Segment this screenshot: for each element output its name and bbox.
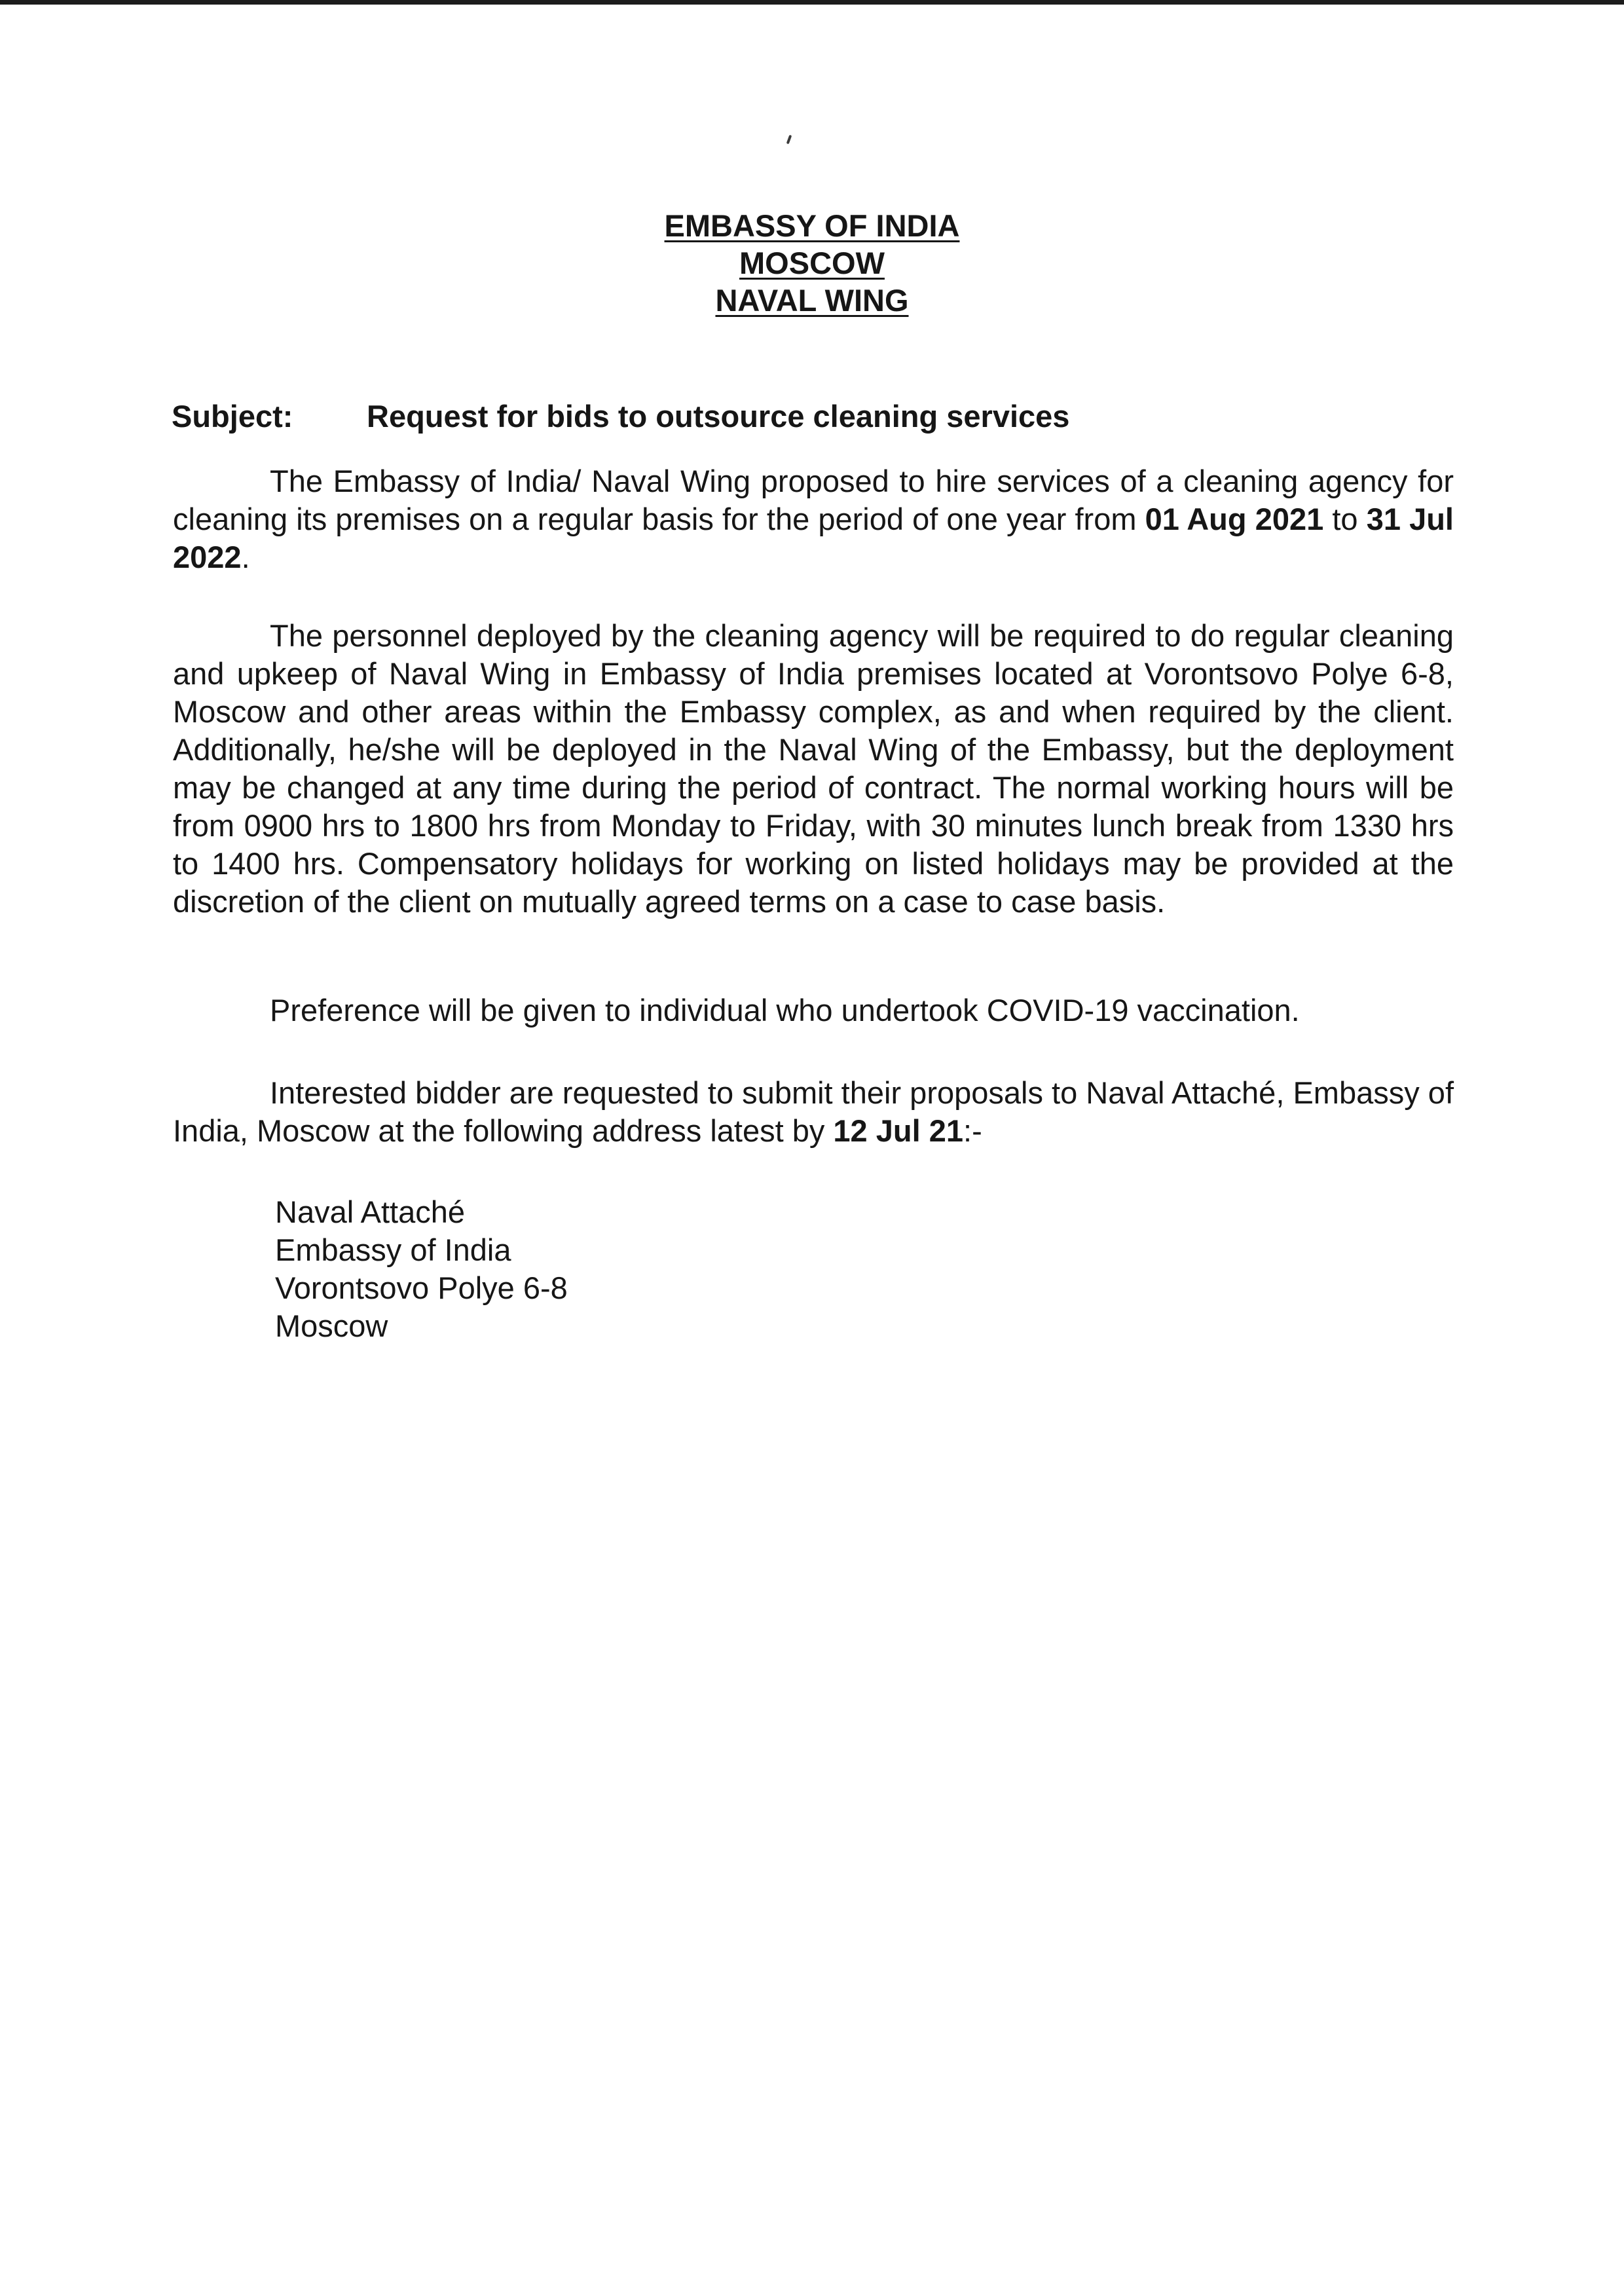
header-embassy: EMBASSY OF INDIA xyxy=(664,208,960,243)
paragraph4-text-b: :- xyxy=(963,1113,982,1148)
subject-text: Request for bids to outsource cleaning services xyxy=(367,399,1070,434)
paragraph-preference: Preference will be given to individual who undertook COVID-19 vaccination. xyxy=(270,993,1300,1028)
paragraph-duties: The personnel deployed by the cleaning agency will be required to do regular cleaning and upkeep of Naval Wing in Embassy of India premises located at Vorontsovo Polye 6-8, Moscow and other areas within the Embassy complex, as and when required by the client. Additionally, he/she will be deployed in the Naval Wing of the Embassy, but the deployment may be changed at any time during the period of contract. The normal working hours will be from 0900 hrs to 1800 hrs from Monday to Friday, with 30 minutes lunch break from 1330 hrs to 1400 hrs. Compensatory holidays for working on listed holidays may be provided at the discretion of the client on mutually agreed terms on a case to case basis. xyxy=(173,618,1454,919)
header-city: MOSCOW xyxy=(739,246,885,280)
address-block xyxy=(275,1193,568,1345)
letterhead xyxy=(0,207,1624,319)
paragraph4-text-a: Interested bidder are requested to submit their proposals to Naval Attaché, Embassy of India, Moscow at the following address latest by xyxy=(173,1075,1454,1148)
address-line-4: Moscow xyxy=(275,1308,388,1343)
header-wing: NAVAL WING xyxy=(715,283,909,318)
paragraph1-text-a: The Embassy of India/ Naval Wing proposed to hire services of a cleaning agency for cleaning its premises on a regular basis for the period of one year from xyxy=(173,464,1454,536)
pen-tick-mark xyxy=(786,135,792,145)
date-to: 31 Jul 2022 xyxy=(173,502,1454,574)
subject-line xyxy=(172,398,1069,434)
address-line-2: Embassy of India xyxy=(275,1232,511,1267)
paragraph-submission xyxy=(173,1074,1454,1150)
submission-deadline: 12 Jul 21 xyxy=(833,1113,964,1148)
date-from: 01 Aug 2021 xyxy=(1145,502,1324,536)
subject-label: Subject: xyxy=(172,399,293,434)
paragraph1-text-b: to xyxy=(1323,502,1367,536)
address-line-1: Naval Attaché xyxy=(275,1194,466,1229)
scan-edge-border xyxy=(0,0,1624,5)
address-line-3: Vorontsovo Polye 6-8 xyxy=(275,1270,568,1305)
paragraph1-text-c: . xyxy=(241,540,250,574)
paragraph-service-period xyxy=(173,462,1454,576)
